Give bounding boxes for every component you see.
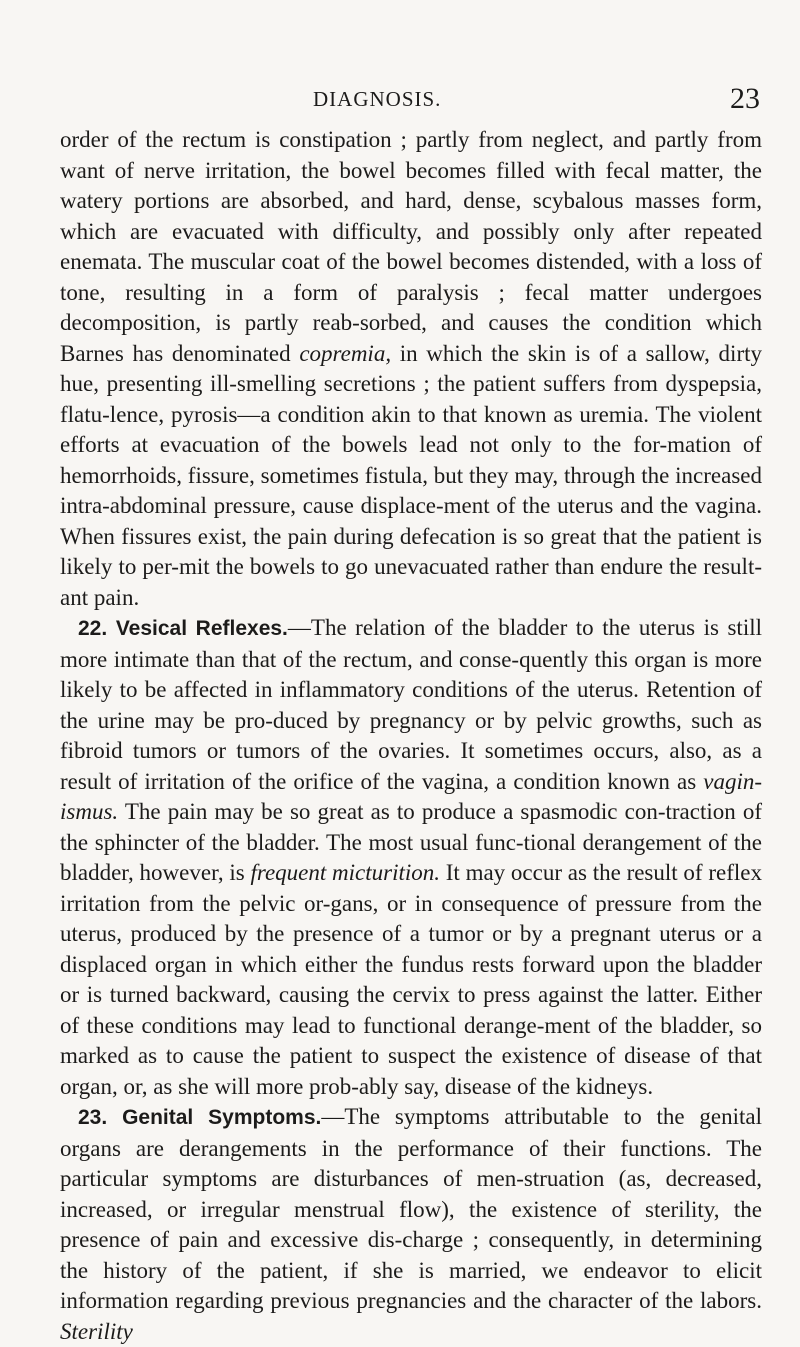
paragraph-text: in which the skin is of a sallow, dirty hue, presenting ill-smelling secretions ; the patient suffers from dyspepsia, flatu-lence, pyrosis—a condition akin to that known as uremia. The violent efforts at evacuation of the bowels lead not only to the for-mation of hemorrhoids, fissure, sometimes fistula, but they may, through the increased intra-abdominal pressure, cause displace-ment of the uterus and the vagina. When fissures exist, the pain during defecation is so great that the patient is likely to per-mit the bowels to go unevacuated rather than endure the result-ant pain. — [60, 340, 762, 610]
paragraph-text: —The symptoms attributable to the genital organs are derangements in the performance of their functions. The particular symptoms are disturbances of men-struation (as, decreased, increased, or irregular menstrual flow), the existence of sterility, the presence of pain and excessive dis-charge ; consequently, in determining the history of the patient, if she is married, we endeavor to elicit information regarding previous pregnancies and the character of the labors. — [60, 1104, 762, 1313]
paragraph-vesical-reflexes — [60, 613, 762, 1102]
page-number: 23 — [730, 82, 760, 115]
paragraph-genital-symptoms — [60, 1102, 762, 1347]
text-body — [60, 125, 762, 1347]
italic-term-copremia: copremia, — [299, 340, 392, 366]
paragraph-rectal-continuation — [60, 125, 762, 613]
paragraph-text: The pain may be so great as to produce a spasmodic con-traction of the sphincter of the bladder. The most usual func-tional derangement of the bladder, however, is — [60, 799, 762, 885]
section-heading-genital-symptoms: 23. Genital Symptoms. — [78, 1106, 322, 1129]
italic-term-vaginismus: vagin-ismus. — [60, 768, 762, 824]
paragraph-text: It may occur as the result of reflex irritation from the pelvic or-gans, or in consequence of pressure from the uterus, produced by the presence of a tumor or by a pregnant uterus or a displaced organ in which either the fundus rests forward upon the bladder or is turned backward, causing the cervix to press against the latter. Either of these conditions may lead to functional derange-ment of the bladder, so marked as to cause the patient to suspect the existence of disease of that organ, or, as she will more prob-ably say, disease of the kidneys. — [60, 860, 762, 1099]
italic-term-frequent-micturition: frequent micturition. — [250, 860, 440, 885]
section-heading-vesical-reflexes: 22. Vesical Reflexes. — [78, 617, 288, 640]
paragraph-text: order of the rectum is constipation ; partly from neglect, and partly from want of nerve irritation, the bowel becomes filled with fecal matter, the watery portions are absorbed, and hard, dense, scybalous masses form, which are evacuated with difficulty, and possibly only after repeated enemata. The muscular coat of the bowel becomes distended, with a loss of tone, resulting in a form of paralysis ; fecal matter undergoes decomposition, is partly reab-sorbed, and causes the condition which Barnes has denominated — [60, 127, 762, 366]
running-head — [60, 84, 760, 114]
running-head-title: DIAGNOSIS. — [313, 87, 442, 111]
paragraph-text: —The relation of the bladder to the uterus is still more intimate than that of the rectum, and conse-quently this organ is more likely to be affected in inflammatory conditions of the uterus. Retention of the urine may be pro-duced by pregnancy or by pelvic growths, such as fibroid tumors or tumors of the ovaries. It sometimes occurs, also, as a result of irritation of the orifice of the vagina, a condition known as — [60, 615, 762, 794]
italic-term-sterility: Sterility — [60, 1318, 133, 1344]
